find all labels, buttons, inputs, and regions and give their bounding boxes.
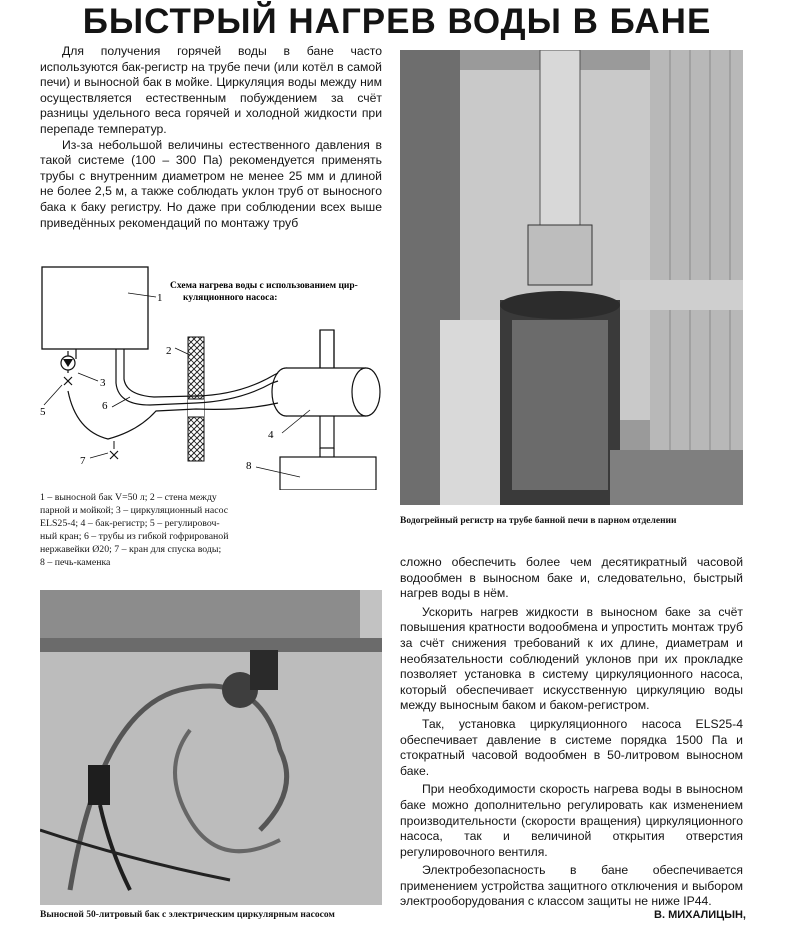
right-paragraph-1: сложно обеспечить более чем десятикратный часовой водообмен в выносном баке и, следовательно, быстрый нагрев воды в нём.	[400, 555, 743, 601]
legend-line: ный кран; 6 – трубы из гибкой гофрированой	[40, 531, 229, 542]
right-paragraph-2: Ускорить нагрев жидкости в выносном баке за счёт повышения кратности водообмена и упростить монтаж труб за счёт снижения требований к их длине, диаметрам и необязательности соблюдений уклонов при их прокладке позволяет установка в систему циркуляционного насоса, который обеспечивает искусственную циркуляцию воды между выносным баком и баком-регистром.	[400, 604, 743, 713]
label-5: 5	[40, 406, 46, 418]
author: В. МИХАЛИЦЫН,	[654, 909, 746, 921]
heating-scheme-diagram	[20, 255, 392, 490]
external-tank	[42, 267, 148, 349]
stove	[280, 457, 376, 490]
diagram-title-line1: Схема нагрева воды с использованием цир-	[170, 281, 358, 291]
photo-stove-register	[400, 50, 743, 505]
photo-bottom-caption: Выносной 50-литровый бак с электрическим циркулярным насосом	[40, 910, 335, 920]
right-paragraph-4: При необходимости скорость нагрева воды в выносном баке можно дополнительно регулировать как изменением производительности (скорости вращения) циркуляционного насоса, так и величиной открытия отверстия регулировочного вентиля.	[400, 782, 743, 859]
legend-line: 1 – выносной бак V=50 л; 2 – стена между	[40, 492, 217, 503]
label-3: 3	[100, 377, 106, 389]
label-6: 6	[102, 400, 108, 412]
intro-text	[40, 44, 382, 231]
right-paragraph-5: Электробезопасность в бане обеспечивается применением устройства защитного отключения и выбором электрооборудования с классом защиты не ниже IP44.	[400, 863, 743, 909]
label-7: 7	[80, 455, 86, 467]
diagram-title-line2: куляционного насоса:	[183, 293, 278, 303]
legend-line: 8 – печь-каменка	[40, 557, 111, 568]
page-title: БЫСТРЫЙ НАГРЕВ ВОДЫ В БАНЕ	[82, 2, 712, 41]
diagram-legend	[40, 491, 280, 569]
intro-paragraph-1: Для получения горячей воды в бане часто используются бак-регистр на трубе печи (или котёл в самой печи) и выносной бак в мойке. Циркуляция воды между ним осуществляется естественным побуждением за счёт разницы удельного веса горячей и холодной жидкости при перепаде температур.	[40, 44, 382, 136]
main-text-right	[400, 555, 743, 910]
intro-paragraph-2: Из-за небольшой величины естественного давления в такой системе (100 – 300 Па) рекомендуется применять трубы с внутренним диаметром не менее 25 мм и длиной не более 2,5 м, а также соблюдать уклон труб от выносного бака к баку регистру. Но даже при соблюдении всех выше приведённых рекомендаций по монтажу труб	[40, 137, 382, 230]
right-paragraph-3: Так, установка циркуляционного насоса ELS25-4 обеспечивает давление в системе порядка 1500 Па и стократный часовой водообмен в 50-литровом выносном баке.	[400, 716, 743, 778]
photo-external-tank	[40, 590, 382, 905]
legend-line: парной и мойкой; 3 – циркуляционный насос	[40, 505, 229, 516]
label-2: 2	[166, 345, 172, 357]
photo-top-caption: Водогрейный регистр на трубе банной печи в парном отделении	[400, 516, 677, 526]
legend-line: ELS25-4; 4 – бак-регистр; 5 – регулировоч-	[40, 518, 220, 529]
label-8: 8	[246, 460, 252, 472]
label-4: 4	[268, 429, 274, 441]
label-1: 1	[157, 292, 163, 304]
legend-line: нержавейки Ø20; 7 – кран для спуска воды;	[40, 544, 222, 555]
